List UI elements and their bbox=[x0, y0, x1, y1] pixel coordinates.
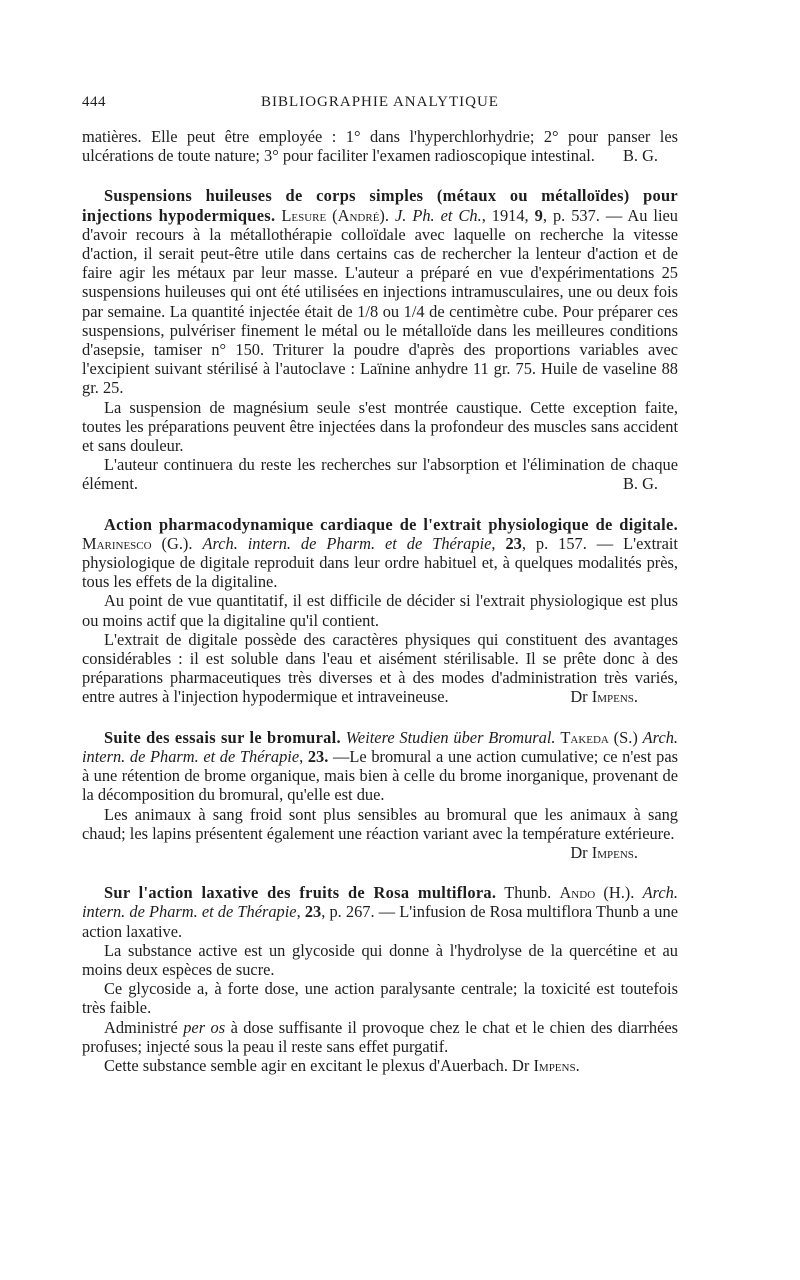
entry3-title: Suite des essais sur le bromural. bbox=[104, 727, 341, 747]
entry4-title-after: Thunb. bbox=[504, 883, 552, 903]
intro-text: matières. Elle peut être employée : 1° dans l'hyperchlorhydrie; 2° pour panser les ulcérations de toute nature; 3° pour faciliter l'examen radioscopique intestinal. bbox=[82, 127, 678, 166]
running-header bbox=[82, 94, 678, 116]
entry1-ref-post: , p. 537. bbox=[542, 205, 600, 225]
entry4-text-5: Cette substance semble agir en excitant le plexus d'Auerbach. bbox=[104, 1055, 508, 1075]
entry2-volume: 23 bbox=[505, 533, 522, 553]
entry1-paragraph-1 bbox=[82, 186, 678, 397]
entry3-journal: Arch. intern. de Pharm. et de Thérapie bbox=[82, 727, 679, 766]
entry1-volume: 9 bbox=[534, 205, 543, 225]
entry1-title: Suspensions huileuses de corps simples (métaux ou métalloïdes) pour injections hypodermiques. bbox=[82, 186, 678, 225]
entry2-title: Action pharmacodynamique cardiaque de l'extrait physiologique de digitale. bbox=[104, 514, 678, 534]
running-title: BIBLIOGRAPHIE ANALYTIQUE bbox=[261, 94, 499, 110]
entry3-text-1: —Le bromural a une action cumulative; ce n'est pas à une rétention de brome organique, mais bien à celle du brome inorganique, provenant de la décomposition du bromural, qu'elle est due. bbox=[82, 746, 678, 805]
entry4-sig-prefix: Dr bbox=[512, 1055, 530, 1075]
entry2-paragraph-1 bbox=[82, 515, 678, 592]
entry3-subtitle: Weitere Studien über Bromural. bbox=[345, 727, 556, 747]
entry3-paragraph-1 bbox=[82, 728, 678, 805]
entry1-paragraph-3 bbox=[82, 455, 678, 493]
intro-signature: B. G. bbox=[622, 146, 658, 166]
entry3-ref-pre: , bbox=[299, 746, 304, 766]
entry4-text-4-post: à dose suffisante il provoque chez le chat et le chien des diarrhées profuses; injecté sous la peau il reste sans effet purgatif. bbox=[82, 1017, 678, 1056]
entry2-signature bbox=[548, 687, 678, 706]
entry3-volume: 23. bbox=[307, 746, 329, 766]
entry-bromural bbox=[82, 728, 678, 862]
entry4-journal: Arch. intern. de Pharm. et de Thérapie bbox=[82, 883, 678, 922]
entry1-journal: J. Ph. et Ch. bbox=[394, 205, 482, 225]
entry2-sig-prefix: Dr bbox=[570, 687, 588, 707]
page-body bbox=[82, 127, 678, 1075]
entry4-text-1: — L'infusion de Rosa multiflora Thunb a une action laxative. bbox=[82, 902, 678, 941]
entry2-journal: Arch. intern. de Pharm. et de Thérapie bbox=[202, 533, 492, 553]
entry4-text-4-pre: Administré bbox=[104, 1017, 178, 1037]
entry3-paragraph-2 bbox=[82, 805, 678, 863]
entry1-paragraph-2: La suspension de magnésium seule s'est montrée caustique. Cette exception faite, toutes les préparations peuvent être injectées dans la profondeur des muscles sans accident et sans douleur. bbox=[82, 397, 678, 456]
entry2-text-1: — L'extrait physiologique de digitale reproduit dans leur ordre habituel et, à quelques modalités près, tous les effets de la digitaline. bbox=[82, 533, 678, 592]
entry3-signature bbox=[548, 843, 678, 862]
entry4-title: Sur l'action laxative des fruits de Rosa multiflora. bbox=[104, 883, 497, 903]
entry2-ref-post: , p. 157. bbox=[521, 533, 587, 553]
entry-digitale bbox=[82, 515, 678, 707]
entry1-signature: B. G. bbox=[622, 474, 658, 494]
entry4-paragraph-1 bbox=[82, 883, 678, 941]
entry4-paragraph-5 bbox=[82, 1056, 678, 1075]
entry4-volume: 23 bbox=[304, 902, 322, 922]
entry1-text-1: — Au lieu d'avoir recours à la métallothérapie colloïdale avec laquelle on recherche la vitesse d'action, il serait peut-être utile dans certains cas de rechercher la lenteur d'action et de faire agir les métaux par leur masse. L'auteur a préparé en vue d'expérimentations 25 suspensions huileuses qui ont été utilisées en injections intramusculaires, une ou deux fois par semaine. La quantité injectée était de 1/8 ou 1/4 de centimètre cube. Pour préparer ces suspensions, pulvériser finement le métal ou le métalloïde dans les meilleures conditions d'asepsie, tamiser n° 150. Triturer la poudre d'après des proportions variables avec l'excipient suivant stérilisé à l'autoclave : Laïnine anhydre 11 gr. 75. Huile de vaseline 88 gr. 25. bbox=[82, 205, 678, 398]
entry3-sig-prefix: Dr bbox=[570, 842, 588, 862]
entry-suspensions bbox=[82, 186, 678, 493]
entry1-author: Lesure (André). bbox=[281, 205, 389, 225]
entry2-paragraph-3 bbox=[82, 630, 678, 707]
entry4-paragraph-2: La substance active est un glycoside qui donne à l'hydrolyse de la quercétine et au moins deux espèces de sucre. bbox=[82, 940, 678, 979]
entry4-sig-name: Impens. bbox=[533, 1055, 580, 1075]
entry2-text-3: L'extrait de digitale possède des caractères physiques qui constituent des avantages considérables : il est soluble dans l'eau et aisément stérilisable. Il se prête donc à des préparations pharmaceutiques très diverses et à des modes d'administration très variés, entre autres à l'injection hypodermique et intraveineuse. bbox=[82, 629, 678, 707]
entry-rosa-multiflora bbox=[82, 883, 678, 1075]
entry2-ref-pre: , bbox=[491, 533, 496, 553]
entry1-text-3: L'auteur continuera du reste les recherches sur l'absorption et l'élimination de chaque élément. bbox=[82, 455, 678, 494]
entry3-text-2: Les animaux à sang froid sont plus sensibles au bromural que les animaux à sang chaud; les lapins présentent également une réaction variant avec la température extérieure. bbox=[82, 804, 678, 843]
entry4-paragraph-4 bbox=[82, 1018, 678, 1056]
entry1-ref-pre: , 1914, bbox=[481, 205, 529, 225]
page-number: 444 bbox=[82, 94, 106, 110]
entry4-signature bbox=[512, 1056, 580, 1075]
entry4-ref-post: , p. 267. bbox=[321, 902, 375, 922]
entry4-author: Ando (H.). bbox=[559, 883, 635, 903]
entry2-sig-name: Impens. bbox=[591, 687, 638, 707]
entry2-author: Marinesco (G.). bbox=[82, 533, 193, 553]
entry4-text-4-italic: per os bbox=[183, 1017, 226, 1037]
intro-paragraph bbox=[82, 127, 678, 165]
entry4-ref-pre: , bbox=[296, 902, 301, 922]
entry2-paragraph-2: Au point de vue quantitatif, il est difficile de décider si l'extrait physiologique est plus ou moins actif que la digitaline qu'il contient. bbox=[82, 591, 678, 630]
entry3-sig-name: Impens. bbox=[591, 842, 638, 862]
entry4-paragraph-3: Ce glycoside a, à forte dose, une action paralysante centrale; la toxicité est toutefois très faible. bbox=[82, 979, 678, 1018]
entry3-author: Takeda (S.) bbox=[560, 727, 638, 747]
